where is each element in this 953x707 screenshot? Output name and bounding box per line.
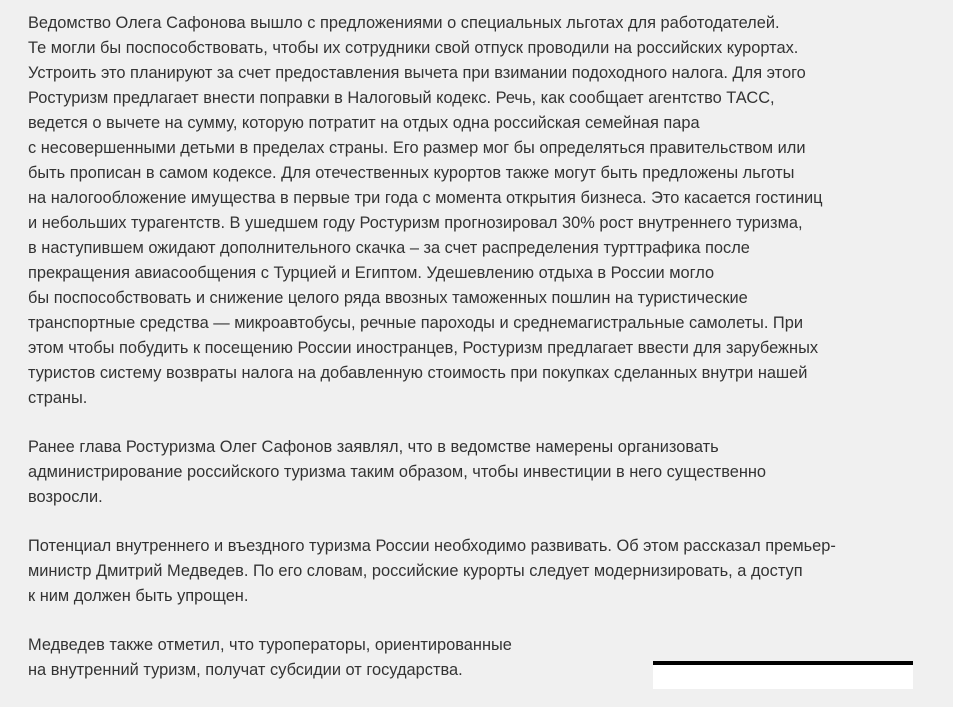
text-line: Ведомство Олега Сафонова вышло с предложениями о специальных льготах для работодателей. xyxy=(28,14,780,32)
text-line: Потенциал внутреннего и въездного туризма России необходимо развивать. Об этом рассказал премьер- xyxy=(28,537,836,555)
text-line: к ним должен быть упрощен. xyxy=(28,587,249,605)
text-line: ведется о вычете на сумму, которую потратит на отдых одна российская семейная пара xyxy=(28,114,700,132)
text-line: туристов систему возвраты налога на добавленную стоимость при покупках сделанных внутри нашей xyxy=(28,364,808,382)
sidebar-widget xyxy=(653,665,913,689)
paragraph-safonov-statement xyxy=(28,435,933,510)
text-line: Медведев также отметил, что туроператоры, ориентированные xyxy=(28,636,512,654)
text-line: на налогообложение имущества в первые три года с момента открытия бизнеса. Это касается гостиниц xyxy=(28,189,823,207)
text-line: Ранее глава Ростуризма Олег Сафонов заявлял, что в ведомстве намерены организовать xyxy=(28,438,719,456)
text-line: администрирование российского туризма таким образом, чтобы инвестиции в него существенно xyxy=(28,463,767,481)
text-line: страны. xyxy=(28,389,88,407)
paragraph-medvedev-potential xyxy=(28,534,933,609)
paragraph-tax-benefits xyxy=(28,11,933,411)
text-line: прекращения авиасообщения с Турцией и Египтом. Удешевлению отдыха в России могло xyxy=(28,264,715,282)
text-line: этом чтобы побудить к посещению России иностранцев, Ростуризм предлагает ввести для зарубежных xyxy=(28,339,819,357)
text-line: с несовершенными детьми в пределах страны. Его размер мог бы определяться правительством или xyxy=(28,139,806,157)
text-line: быть прописан в самом кодексе. Для отечественных курортов также могут быть предложены льготы xyxy=(28,164,795,182)
text-line: возросли. xyxy=(28,488,103,506)
text-line: Ростуризм предлагает внести поправки в Налоговый кодекс. Речь, как сообщает агентство ТАСС, xyxy=(28,89,775,107)
text-line: транспортные средства — микроавтобусы, речные пароходы и среднемагистральные самолеты. При xyxy=(28,314,803,332)
article-body xyxy=(28,11,933,707)
text-line: на внутренний туризм, получат субсидии от государства. xyxy=(28,661,463,679)
text-line: и небольших турагентств. В ушедшем году Ростуризм прогнозировал 30% рост внутреннего туризма, xyxy=(28,214,803,232)
text-line: бы поспособствовать и снижение целого ряда ввозных таможенных пошлин на туристические xyxy=(28,289,748,307)
text-line: министр Дмитрий Медведев. По его словам, российские курорты следует модернизировать, а доступ xyxy=(28,562,803,580)
text-line: в наступившем ожидают дополнительного скачка – за счет распределения турттрафика после xyxy=(28,239,750,257)
text-line: Устроить это планируют за счет предоставления вычета при взимании подоходного налога. Для этого xyxy=(28,64,806,82)
text-line: Те могли бы поспособствовать, чтобы их сотрудники свой отпуск проводили на российских курортах. xyxy=(28,39,799,57)
